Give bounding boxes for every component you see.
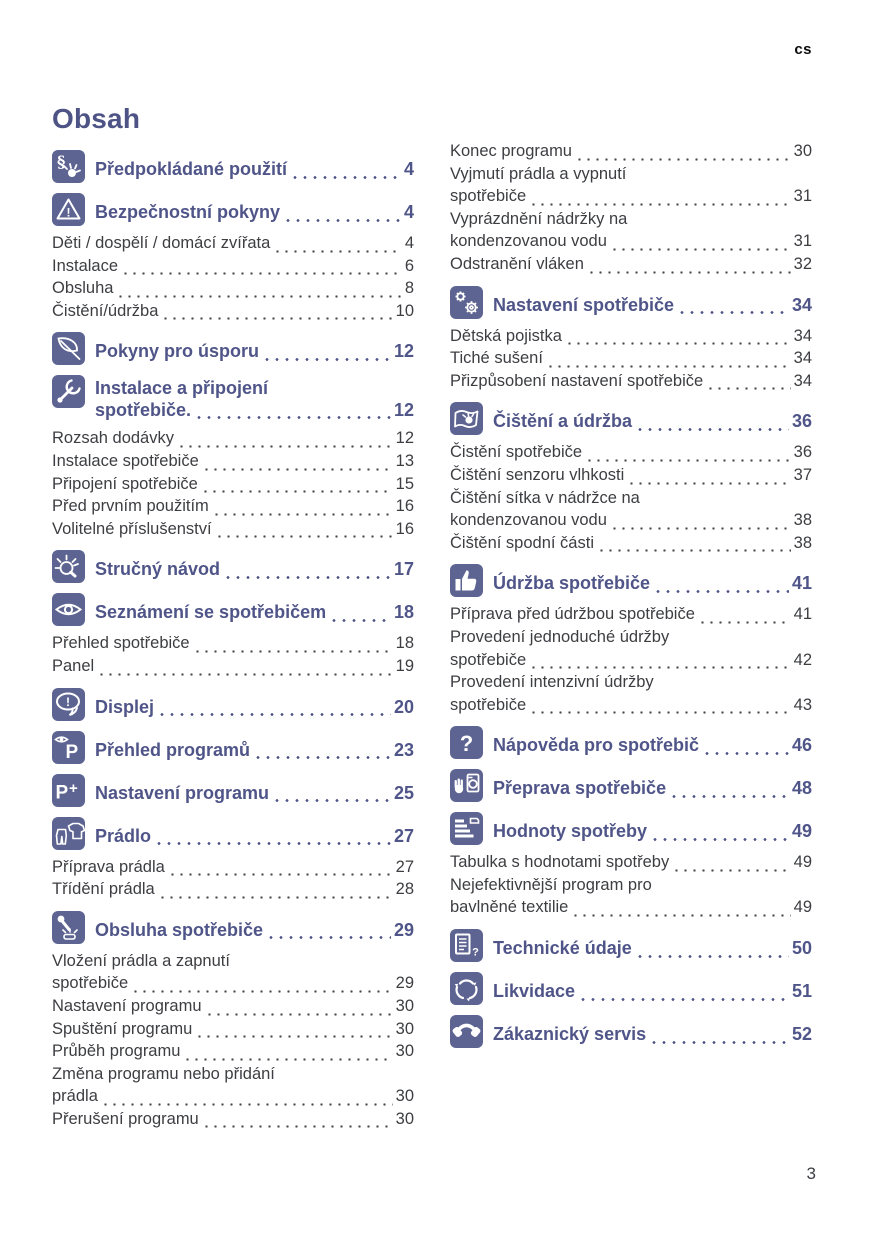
toc-label: bavlněné textilie bbox=[450, 898, 569, 917]
toc-label: Instalace spotřebiče bbox=[52, 451, 199, 470]
intended-use-icon bbox=[52, 150, 85, 183]
toc-page-number: 34 bbox=[793, 349, 812, 368]
dot-leader bbox=[571, 902, 790, 919]
svg-text:P: P bbox=[65, 741, 79, 763]
toc-label: Změna programu nebo přidání bbox=[52, 1064, 275, 1083]
toc-label: Čištění senzoru vlhkosti bbox=[450, 465, 625, 484]
familiarization-eye-icon bbox=[52, 593, 85, 626]
toc-label: Nastavení programu bbox=[95, 782, 270, 803]
toc-page-number: 34 bbox=[791, 294, 812, 315]
dot-leader bbox=[168, 861, 393, 878]
toc-label: Panel bbox=[52, 656, 95, 675]
toc-page-number: 49 bbox=[793, 898, 812, 917]
dot-leader bbox=[546, 353, 791, 370]
toc-label: kondenzovanou vodu bbox=[450, 511, 607, 530]
dot-leader bbox=[698, 609, 791, 626]
toc-label: Před prvním použitím bbox=[52, 497, 209, 516]
toc-page-number: 28 bbox=[395, 880, 414, 899]
toc-entry bbox=[52, 232, 414, 255]
toc-label: Prádlo bbox=[95, 825, 152, 846]
toc-page-number: 36 bbox=[791, 411, 812, 432]
toc-label: Připojení spotřebiče bbox=[52, 474, 198, 493]
toc-entry bbox=[52, 1063, 414, 1108]
transport-icon bbox=[450, 769, 483, 802]
dot-leader bbox=[627, 470, 790, 487]
toc-page-number: 46 bbox=[791, 735, 812, 756]
quick-guide-bulb-icon bbox=[52, 550, 85, 583]
toc-entry bbox=[450, 874, 812, 919]
dot-leader bbox=[272, 788, 391, 804]
toc-entry bbox=[52, 655, 414, 678]
toc-entry bbox=[52, 1018, 414, 1041]
toc-section bbox=[450, 726, 812, 759]
toc-label: Seznámení se spotřebičem bbox=[95, 602, 327, 623]
dot-leader bbox=[575, 146, 791, 163]
toc-label: Čištění spodní části bbox=[450, 533, 594, 552]
toc-label: Provedení jednoduché údržby bbox=[450, 627, 670, 646]
toc-label: spotřebiče. bbox=[95, 399, 192, 420]
toc-page-number: 12 bbox=[393, 399, 414, 420]
svg-text:?: ? bbox=[459, 731, 474, 757]
toc-label: Konec programu bbox=[450, 142, 572, 160]
toc-entry bbox=[450, 671, 812, 716]
safety-warning-icon bbox=[52, 193, 85, 226]
toc-label: Odstranění vláken bbox=[450, 254, 584, 273]
toc-page-number: 6 bbox=[404, 256, 414, 275]
toc-page-number: 48 bbox=[791, 778, 812, 799]
toc-label: Příprava před údržbou spotřebiče bbox=[450, 605, 695, 624]
dot-leader bbox=[223, 565, 391, 581]
toc-label: Přerušení programu bbox=[52, 1109, 199, 1128]
toc-page-number: 36 bbox=[793, 443, 812, 462]
dot-leader bbox=[161, 305, 392, 322]
toc-section bbox=[450, 972, 812, 1005]
toc-page-number: 12 bbox=[395, 429, 414, 448]
toc-label: Technické údaje bbox=[493, 938, 632, 959]
eco-leaf-icon bbox=[52, 332, 85, 365]
toc-label: Čištění sítka v nádržce na bbox=[450, 488, 640, 507]
toc-section bbox=[450, 769, 812, 802]
dot-leader bbox=[565, 330, 791, 347]
dot-leader bbox=[157, 702, 391, 718]
toc-label: Tabulka s hodnotami spotřeby bbox=[450, 853, 670, 872]
toc-page-number: 4 bbox=[403, 159, 414, 179]
svg-text:!: ! bbox=[66, 205, 71, 220]
dot-leader bbox=[183, 1046, 392, 1063]
toc-entry bbox=[52, 632, 414, 655]
toc-section bbox=[52, 375, 414, 421]
page-number: 3 bbox=[806, 1164, 816, 1183]
toc-page-number: 29 bbox=[395, 974, 414, 993]
cleaning-cloth-icon bbox=[450, 402, 483, 435]
dot-leader bbox=[329, 608, 391, 624]
toc-page-number: 30 bbox=[395, 1019, 414, 1038]
toc-section bbox=[52, 688, 414, 721]
dot-leader bbox=[653, 579, 789, 595]
toc-section bbox=[450, 564, 812, 597]
toc-page-number: 42 bbox=[793, 650, 812, 669]
toc-label: Vyprázdnění nádržky na bbox=[450, 209, 628, 228]
toc-label: Čistění spotřebiče bbox=[450, 443, 583, 462]
toc-label: Čistění/údržba bbox=[52, 301, 159, 320]
toc-section bbox=[52, 817, 414, 850]
dot-leader bbox=[597, 537, 791, 554]
dot-leader bbox=[215, 523, 393, 540]
toc-page-number: 8 bbox=[404, 279, 414, 298]
toc-page-number: 27 bbox=[395, 857, 414, 876]
toc-section bbox=[52, 774, 414, 807]
dot-leader bbox=[194, 405, 391, 421]
dot-leader bbox=[177, 433, 393, 450]
toc-section bbox=[52, 332, 414, 365]
toc-section bbox=[450, 1015, 812, 1048]
toc-section bbox=[52, 593, 414, 626]
dot-leader bbox=[578, 987, 789, 1003]
installation-wrench-icon bbox=[52, 375, 85, 408]
toc-label: Dětská pojistka bbox=[450, 326, 562, 345]
dot-leader bbox=[193, 638, 393, 655]
toc-label: Instalace bbox=[52, 256, 119, 275]
svg-text:§: § bbox=[57, 152, 66, 171]
toc-entry bbox=[52, 856, 414, 879]
toc-entry bbox=[52, 277, 414, 300]
toc-section bbox=[52, 150, 414, 183]
toc-label: Čištění a údržba bbox=[493, 411, 633, 432]
toc-label: Přizpůsobení nastavení spotřebiče bbox=[450, 371, 704, 390]
dot-leader bbox=[587, 259, 791, 276]
dot-leader bbox=[706, 375, 790, 392]
toc-entry bbox=[52, 1040, 414, 1063]
dot-leader bbox=[283, 208, 401, 224]
toc-label: Děti / dospělí / domácí zvířata bbox=[52, 234, 271, 252]
svg-text:+: + bbox=[69, 779, 78, 797]
toc-page-number: 31 bbox=[793, 187, 812, 206]
toc-section bbox=[450, 402, 812, 435]
toc-entry bbox=[450, 626, 812, 671]
laundry-icon bbox=[52, 817, 85, 850]
toc-entry bbox=[450, 487, 812, 532]
toc-label: Nastavení spotřebiče bbox=[493, 294, 675, 315]
toc-entry bbox=[52, 473, 414, 496]
dot-leader bbox=[635, 944, 789, 960]
toc-page-number: 30 bbox=[395, 1109, 414, 1128]
toc-label: prádla bbox=[52, 1087, 98, 1106]
toc-page-number: 38 bbox=[793, 511, 812, 530]
toc-label: Průběh programu bbox=[52, 1042, 181, 1061]
dot-leader bbox=[154, 831, 391, 847]
dot-leader bbox=[262, 347, 391, 363]
toc-page-number: 27 bbox=[393, 825, 414, 846]
toc-label: spotřebiče bbox=[450, 695, 527, 714]
toc-entry bbox=[450, 140, 812, 163]
dot-leader bbox=[585, 447, 791, 464]
toc-page-number: 16 bbox=[395, 519, 414, 538]
disposal-recycle-icon bbox=[450, 972, 483, 1005]
dot-leader bbox=[131, 978, 393, 995]
toc-label: Pokyny pro úsporu bbox=[95, 341, 260, 362]
dot-leader bbox=[202, 1113, 393, 1130]
toc-entry bbox=[52, 300, 414, 323]
toc-label: Displej bbox=[95, 696, 155, 717]
toc-entry bbox=[52, 495, 414, 518]
toc-entry bbox=[450, 370, 812, 393]
toc-label: Vyjmutí prádla a vypnutí bbox=[450, 164, 627, 183]
toc-section bbox=[450, 286, 812, 319]
dot-leader bbox=[202, 456, 393, 473]
dot-leader bbox=[121, 260, 402, 277]
toc-label: Třídění prádla bbox=[52, 880, 155, 899]
dot-leader bbox=[610, 236, 791, 253]
toc-entry bbox=[450, 347, 812, 370]
toc-label: Předpokládané použití bbox=[95, 159, 288, 179]
toc-label: Vložení prádla a zapnutí bbox=[52, 951, 230, 970]
appliance-settings-gears-icon bbox=[450, 286, 483, 319]
toc-page-number: 13 bbox=[395, 451, 414, 470]
dot-leader bbox=[116, 283, 401, 300]
toc-page-number: 30 bbox=[395, 1087, 414, 1106]
toc-page-number: 32 bbox=[793, 254, 812, 273]
toc-label: Přeprava spotřebiče bbox=[493, 778, 667, 799]
dot-leader bbox=[195, 1023, 392, 1040]
toc-page-number: 30 bbox=[395, 996, 414, 1015]
toc-label: Obsluha spotřebiče bbox=[95, 919, 264, 940]
dot-leader bbox=[253, 745, 391, 761]
toc-label: Tiché sušení bbox=[450, 349, 543, 368]
toc-column-right bbox=[450, 140, 812, 1130]
toc-page-number: 17 bbox=[393, 559, 414, 580]
help-question-icon bbox=[450, 726, 483, 759]
toc-label: Přehled programů bbox=[95, 739, 251, 760]
toc-page-number: 15 bbox=[395, 474, 414, 493]
dot-leader bbox=[205, 1001, 393, 1018]
language-code: cs bbox=[794, 41, 812, 58]
toc-label: spotřebiče bbox=[450, 650, 527, 669]
toc-page-number: 43 bbox=[793, 695, 812, 714]
toc-page-number: 4 bbox=[403, 202, 414, 222]
toc-label: Volitelné příslušenství bbox=[52, 519, 212, 538]
customer-service-phone-icon bbox=[450, 1015, 483, 1048]
toc-page-number: 25 bbox=[393, 782, 414, 803]
toc-entry bbox=[52, 995, 414, 1018]
toc-label: spotřebiče bbox=[52, 974, 129, 993]
toc-columns bbox=[52, 140, 812, 1130]
toc-label: Nastavení programu bbox=[52, 996, 202, 1015]
dot-leader bbox=[266, 925, 391, 941]
toc-entry bbox=[52, 450, 414, 473]
toc-page-number: 18 bbox=[395, 634, 414, 653]
toc-label: Stručný návod bbox=[95, 559, 221, 580]
dot-leader bbox=[212, 501, 393, 518]
toc-label: Rozsah dodávky bbox=[52, 429, 174, 448]
toc-page-number: 38 bbox=[793, 533, 812, 552]
toc-label: Nápověda pro spotřebič bbox=[493, 735, 700, 756]
toc-entry bbox=[450, 532, 812, 555]
toc-page-number: 30 bbox=[395, 1042, 414, 1061]
toc-label: spotřebiče bbox=[450, 187, 527, 206]
toc-page-number: 31 bbox=[793, 232, 812, 251]
svg-text:?: ? bbox=[472, 946, 479, 959]
toc-entry bbox=[52, 950, 414, 995]
dot-leader bbox=[677, 300, 789, 316]
toc-entry bbox=[450, 851, 812, 874]
toc-page-number: 41 bbox=[793, 605, 812, 624]
dot-leader bbox=[650, 827, 789, 843]
toc-label: Příprava prádla bbox=[52, 857, 165, 876]
dot-leader bbox=[101, 1091, 393, 1108]
programme-overview-icon bbox=[52, 731, 85, 764]
toc-label: Instalace a připojení bbox=[95, 378, 269, 399]
toc-entry bbox=[52, 1108, 414, 1131]
toc-section bbox=[52, 193, 414, 226]
dot-leader bbox=[201, 478, 393, 495]
dot-leader bbox=[97, 661, 392, 678]
dot-leader bbox=[158, 884, 393, 901]
toc-section bbox=[52, 911, 414, 944]
toc-label: Přehled spotřebiče bbox=[52, 634, 190, 653]
toc-page-number: 29 bbox=[393, 919, 414, 940]
toc-entry bbox=[450, 325, 812, 348]
maintenance-thumbs-up-icon bbox=[450, 564, 483, 597]
svg-text:!: ! bbox=[66, 694, 70, 709]
toc-entry bbox=[52, 427, 414, 450]
consumption-values-icon bbox=[450, 812, 483, 845]
operation-hand-icon bbox=[52, 911, 85, 944]
toc-label: Údržba spotřebiče bbox=[493, 573, 651, 594]
page-title: Obsah bbox=[52, 102, 141, 134]
toc-entry bbox=[450, 464, 812, 487]
dot-leader bbox=[669, 784, 789, 800]
toc-entry bbox=[52, 255, 414, 278]
svg-text:P: P bbox=[55, 782, 69, 804]
toc-label: kondenzovanou vodu bbox=[450, 232, 607, 251]
technical-data-icon bbox=[450, 929, 483, 962]
dot-leader bbox=[672, 857, 790, 874]
toc-label: Provedení intenzivní údržby bbox=[450, 673, 654, 692]
toc-section bbox=[450, 929, 812, 962]
toc-page-number: 20 bbox=[393, 696, 414, 717]
toc-section bbox=[52, 731, 414, 764]
toc-page-number: 34 bbox=[793, 326, 812, 345]
toc-page-number: 4 bbox=[404, 234, 414, 252]
dot-leader bbox=[273, 238, 402, 255]
toc-page-number: 19 bbox=[395, 656, 414, 675]
toc-label: Likvidace bbox=[493, 981, 576, 1002]
toc-page-number: 18 bbox=[393, 602, 414, 623]
toc-page-number: 52 bbox=[791, 1024, 812, 1045]
dot-leader bbox=[290, 165, 401, 181]
dot-leader bbox=[529, 699, 791, 716]
dot-leader bbox=[702, 741, 789, 757]
toc-label: Spuštění programu bbox=[52, 1019, 193, 1038]
toc-entry bbox=[450, 253, 812, 276]
toc-entry bbox=[450, 163, 812, 208]
toc-entry bbox=[450, 603, 812, 626]
dot-leader bbox=[610, 515, 791, 532]
toc-page-number: 30 bbox=[793, 142, 812, 160]
toc-column-left bbox=[52, 140, 414, 1130]
toc-page-number: 34 bbox=[793, 371, 812, 390]
dot-leader bbox=[529, 191, 791, 208]
toc-page-number: 41 bbox=[791, 573, 812, 594]
toc-section bbox=[52, 550, 414, 583]
toc-label: Nejefektivnější program pro bbox=[450, 875, 652, 894]
toc-entry bbox=[450, 441, 812, 464]
dot-leader bbox=[635, 417, 789, 433]
toc-page-number: 37 bbox=[793, 465, 812, 484]
dot-leader bbox=[529, 654, 791, 671]
toc-page-number: 51 bbox=[791, 981, 812, 1002]
toc-entry bbox=[52, 518, 414, 541]
toc-entry bbox=[450, 208, 812, 253]
toc-page-number: 23 bbox=[393, 739, 414, 760]
toc-label: Zákaznický servis bbox=[493, 1024, 647, 1045]
toc-label: Obsluha bbox=[52, 279, 114, 298]
display-bubble-icon bbox=[52, 688, 85, 721]
toc-page-number: 10 bbox=[395, 301, 414, 320]
toc-page-number: 49 bbox=[791, 821, 812, 842]
toc-label: Bezpečnostní pokyny bbox=[95, 202, 281, 222]
dot-leader bbox=[649, 1030, 789, 1046]
programme-settings-icon bbox=[52, 774, 85, 807]
toc-label: Hodnoty spotřeby bbox=[493, 821, 648, 842]
toc-section bbox=[450, 812, 812, 845]
toc-entry bbox=[52, 878, 414, 901]
toc-page-number: 50 bbox=[791, 938, 812, 959]
toc-page-number: 12 bbox=[393, 341, 414, 362]
toc-page-number: 49 bbox=[793, 853, 812, 872]
toc-page-number: 16 bbox=[395, 497, 414, 516]
